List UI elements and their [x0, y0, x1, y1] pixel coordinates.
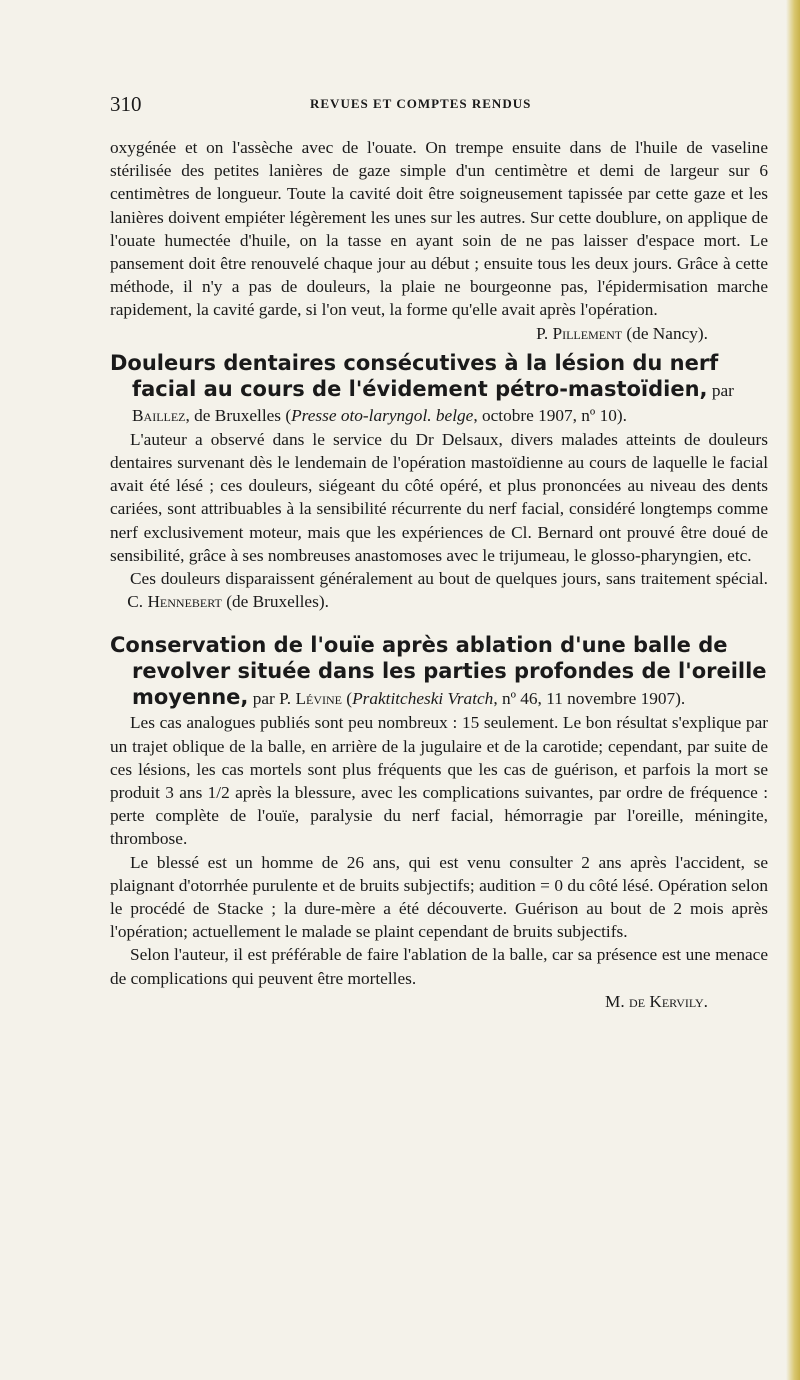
article-signature [110, 990, 768, 1013]
article-heading [110, 633, 768, 711]
running-header [110, 92, 768, 126]
page [110, 92, 768, 1013]
article-title: Conservation de l'ouïe après ablation d'une balle de revolver située dans les parties profondes de l'oreille moyenne, [110, 633, 767, 710]
article-heading [110, 351, 768, 428]
article-journal: Praktitcheski Vratch [352, 689, 494, 709]
running-title: REVUES ET COMPTES RENDUS [310, 96, 532, 111]
article-by: par [711, 380, 734, 400]
article-bullet-ablation [110, 633, 768, 1013]
article-by: par P. [252, 689, 292, 709]
article-paragraph-2: Le blessé est un homme de 26 ans, qui est venu consulter 2 ans après l'accident, se plaignant d'otorrhée purulente et de bruits subjectifs; audition = 0 du côté lésé. Opération selon le procédé de Stacke ; la dure-mère a été découverte. Guérison au bout de 2 mois après l'opération; actuellement le malade se plaint cependant de bruits subjectifs. [110, 852, 768, 942]
article-paragraph-2-text: Ces douleurs disparaissent généralement au bout de quelques jours, sans traitement spécial. [130, 569, 768, 589]
article-title: Douleurs dentaires consécutives à la lésion du nerf facial au cours de l'évidement pétro-mastoïdien, [110, 350, 719, 401]
signature-place: (de Nancy). [626, 323, 708, 343]
article-author: Lévine [295, 689, 342, 709]
article-journal: Presse oto-laryngol. belge [291, 405, 474, 425]
page-edge [786, 0, 800, 1380]
signature-name: P. Pillement [536, 323, 623, 343]
continuation-signature [110, 322, 768, 345]
article-paragraph: L'auteur a observé dans le service du Dr Delsaux, divers malades atteints de douleurs dentaires survenant dès le lendemain de l'opération mastoïdienne au cours de laquelle le facial avait été lésé ; ces douleurs, siégeant du côté opéré, et plus prononcées au niveau des dents cariées, sont attribuables à la sensibilité récurrente du nerf facial, considéré longtemps comme nerf exclusivement moteur, mais que les expériences de Cl. Bernard ont prouvé être doué de sensibilité, grâce à ses nombreuses anastomoses avec le trijumeau, le glosso-pharyngien, etc. [110, 429, 768, 565]
signature-name: M. de Kervily. [605, 991, 708, 1011]
article-paragraph: Les cas analogues publiés sont peu nombreux : 15 seulement. Le bon résultat s'explique par un trajet oblique de la balle, en arrière de la jugulaire et de la carotide; cependant, par suite de ces lésions, les cas mortels sont plus fréquents que les cas de guérison, et parfois la mort se produit 3 ans 1/2 après la blessure, avec les complications suivantes, par ordre de fréquence : perte complète de l'ouïe, paralysie du nerf facial, hémorragie par l'oreille, méningite, thrombose. [110, 713, 768, 849]
article-author-place: , de Bruxelles ( [185, 405, 292, 425]
article-author-open: ( [341, 689, 353, 709]
signature-name: C. Hennebert [127, 592, 222, 612]
article-reference: , nº 46, 11 novembre 1907). [493, 689, 686, 709]
continuation-section [110, 136, 768, 345]
page-number: 310 [110, 92, 142, 116]
article-facial-nerve [110, 351, 768, 614]
article-paragraph-2 [110, 567, 768, 613]
article-author: Baillez [132, 405, 186, 425]
signature-place: (de Bruxelles). [226, 592, 329, 612]
continuation-paragraph: oxygénée et on l'assèche avec de l'ouate. On trempe ensuite dans de l'huile de vaseline stérilisée des petites lanières de gaze simple d'un centimètre et demi de largeur sur 6 centimètres de longueur. Toute la cavité doit être soigneusement tapissée par cette gaze et les lanières doivent empiéter légèrement les unes sur les autres. Sur cette doublure, on applique de l'ouate humectée d'huile, on la tasse en ayant soin de ne pas laisser d'espace mort. Le pansement doit être renouvelé chaque jour au début ; ensuite tous les deux jours. Grâce à cette méthode, il n'y a pas de douleurs, la plaie ne bourgeonne pas, l'épidermisation marche rapidement, la cavité garde, si l'on veut, la forme qu'elle avait après l'opération. [110, 138, 768, 320]
article-paragraph-3: Selon l'auteur, il est préférable de faire l'ablation de la balle, car sa présence est une menace de complications qui peuvent être mortelles. [110, 945, 768, 988]
article-reference: , octobre 1907, nº 10). [473, 405, 627, 425]
